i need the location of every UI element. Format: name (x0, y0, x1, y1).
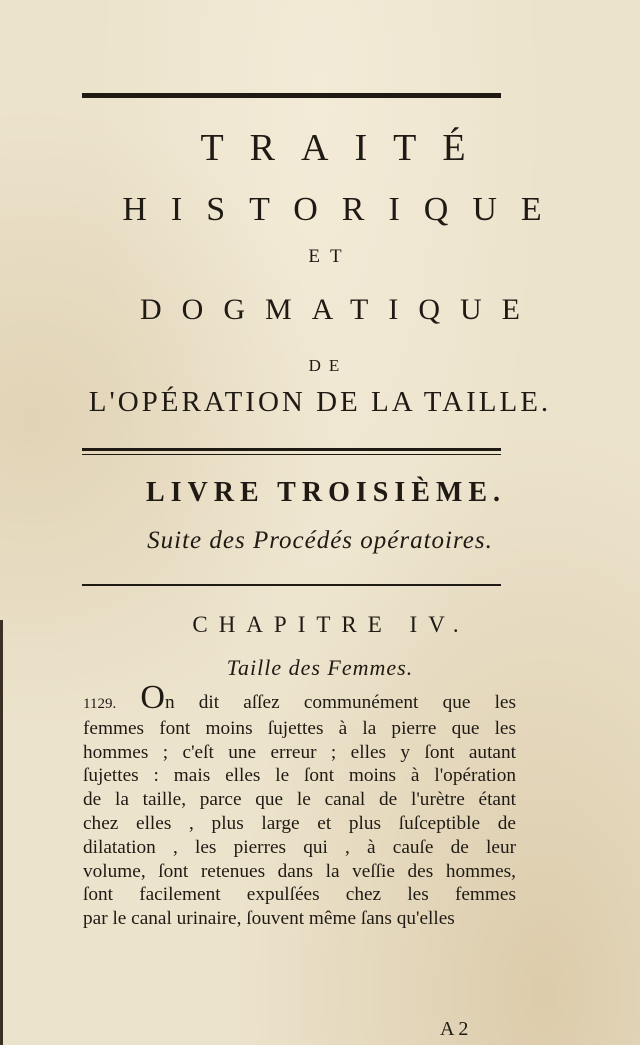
title-dogmatique: DOGMATIQUE (140, 293, 540, 326)
chapter-rule (82, 584, 501, 586)
chapter-heading: CHAPITRE IV. (192, 612, 470, 637)
first-line-text: n dit aſſez communément que les (164, 692, 516, 713)
body-line: volume, ſont retenues dans la veſſie des hommes, (83, 860, 516, 882)
body-line: femmes font moins ſujettes à la pierre que les (83, 717, 516, 739)
section-title: Taille des Femmes. (226, 655, 414, 680)
livre-subtitle: Suite des Procédés opératoires. (147, 527, 493, 554)
body-line: ſujettes : mais elles le ſont moins à l'opération (83, 765, 516, 787)
paragraph-number: 1129. (83, 696, 117, 712)
title-et: ET (308, 246, 352, 267)
drop-cap: O (140, 679, 165, 716)
title-traite: TRAITÉ (200, 127, 492, 169)
body-line: dilatation , les pierres qui , à cauſe de leur (83, 836, 516, 858)
signature-mark: A 2 (440, 1018, 469, 1040)
title-de: DE (308, 356, 348, 375)
body-line: par le canal urinaire, ſouvent même ſans qu'elles (83, 908, 455, 930)
double-rule-upper (82, 448, 501, 451)
body-line: chez elles , plus large et plus ſuſceptible de (83, 812, 516, 834)
title-historique: HISTORIQUE (122, 191, 566, 228)
body-line: de la taille, parce que le canal de l'urètre étant (83, 789, 516, 811)
page-edge-shadow (0, 620, 3, 1045)
body-line: hommes ; c'eſt une erreur ; elles y ſont autant (83, 741, 516, 763)
double-rule-lower (82, 454, 501, 455)
title-operation: L'OPÉRATION DE LA TAILLE. (88, 386, 552, 418)
top-rule (82, 93, 501, 98)
body-paragraph (83, 679, 516, 931)
body-line: ſont facilement expulſées chez les femmes (83, 884, 516, 906)
body-line-first (83, 679, 516, 717)
livre-heading: LIVRE TROISIÈME. (145, 477, 506, 508)
